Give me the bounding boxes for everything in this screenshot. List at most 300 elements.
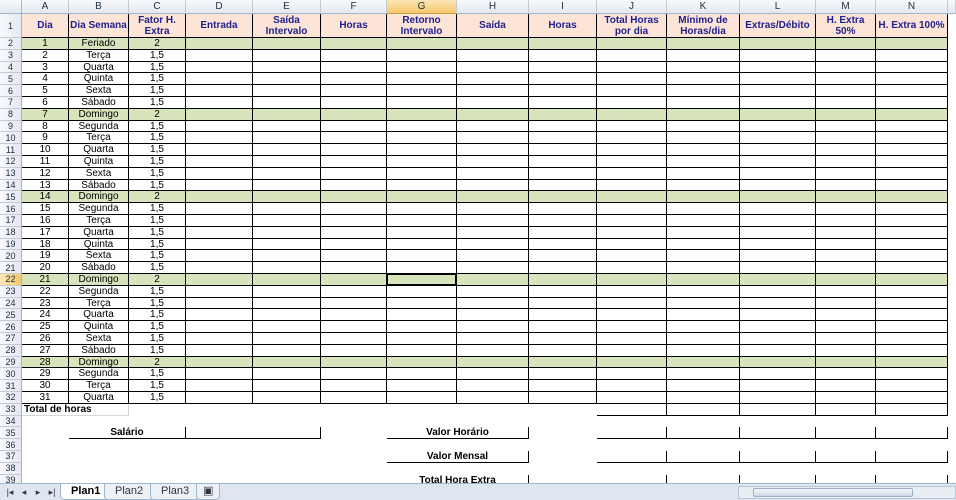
table-cell[interactable] bbox=[387, 85, 457, 97]
table-cell[interactable]: 1,5 bbox=[129, 62, 186, 74]
table-cell[interactable]: 20 bbox=[22, 262, 69, 274]
table-cell[interactable]: 19 bbox=[22, 250, 69, 262]
table-cell[interactable] bbox=[667, 239, 740, 251]
table-cell[interactable] bbox=[321, 333, 387, 345]
table-cell[interactable] bbox=[457, 380, 529, 392]
table-cell[interactable] bbox=[740, 368, 816, 380]
table-cell[interactable] bbox=[597, 380, 667, 392]
table-cell[interactable]: 13 bbox=[22, 180, 69, 192]
table-cell[interactable] bbox=[457, 121, 529, 133]
table-cell[interactable] bbox=[186, 321, 253, 333]
table-cell[interactable] bbox=[876, 85, 948, 97]
table-cell[interactable] bbox=[740, 62, 816, 74]
table-cell[interactable]: 2 bbox=[129, 274, 186, 286]
table-cell[interactable]: 1,5 bbox=[129, 309, 186, 321]
column-header-k[interactable]: K bbox=[667, 0, 740, 14]
valor-horario-value[interactable] bbox=[876, 427, 948, 439]
table-cell[interactable]: 1,5 bbox=[129, 380, 186, 392]
table-cell[interactable] bbox=[186, 368, 253, 380]
table-cell[interactable] bbox=[321, 298, 387, 310]
table-cell[interactable] bbox=[321, 50, 387, 62]
table-cell[interactable] bbox=[253, 368, 321, 380]
row-header-10[interactable]: 10 bbox=[0, 132, 22, 144]
table-cell[interactable] bbox=[457, 50, 529, 62]
row-header-14[interactable]: 14 bbox=[0, 180, 22, 192]
table-cell[interactable] bbox=[457, 357, 529, 369]
table-cell[interactable] bbox=[597, 109, 667, 121]
valor-mensal-value[interactable] bbox=[816, 451, 876, 463]
header-cell-i[interactable]: Horas bbox=[529, 14, 597, 38]
total-hours-cell[interactable] bbox=[597, 404, 667, 416]
table-cell[interactable] bbox=[457, 215, 529, 227]
table-cell[interactable] bbox=[253, 380, 321, 392]
table-cell[interactable] bbox=[253, 85, 321, 97]
table-cell[interactable] bbox=[667, 345, 740, 357]
header-cell-g[interactable]: Retorno Intervalo bbox=[387, 14, 457, 38]
table-cell[interactable] bbox=[876, 156, 948, 168]
table-cell[interactable] bbox=[597, 321, 667, 333]
table-cell[interactable] bbox=[387, 227, 457, 239]
table-cell[interactable] bbox=[529, 345, 597, 357]
table-cell[interactable] bbox=[321, 109, 387, 121]
salario-value[interactable] bbox=[186, 427, 321, 439]
table-cell[interactable] bbox=[457, 203, 529, 215]
table-cell[interactable] bbox=[667, 156, 740, 168]
sheet-tab-plan3[interactable]: Plan3 bbox=[150, 484, 200, 500]
table-cell[interactable] bbox=[387, 73, 457, 85]
table-cell[interactable] bbox=[876, 309, 948, 321]
table-cell[interactable] bbox=[529, 180, 597, 192]
table-cell[interactable] bbox=[321, 262, 387, 274]
row-header-34[interactable]: 34 bbox=[0, 416, 22, 428]
total-hora-extra-value[interactable] bbox=[740, 475, 816, 483]
table-cell[interactable] bbox=[597, 203, 667, 215]
row-header-36[interactable]: 36 bbox=[0, 439, 22, 451]
table-cell[interactable] bbox=[816, 50, 876, 62]
table-cell[interactable] bbox=[457, 333, 529, 345]
scroll-thumb[interactable] bbox=[753, 488, 913, 497]
column-header-g[interactable]: G bbox=[387, 0, 457, 14]
table-cell[interactable]: 1,5 bbox=[129, 180, 186, 192]
table-cell[interactable] bbox=[387, 239, 457, 251]
table-cell[interactable] bbox=[321, 85, 387, 97]
table-cell[interactable] bbox=[876, 73, 948, 85]
row-header-35[interactable]: 35 bbox=[0, 427, 22, 439]
table-cell[interactable] bbox=[186, 97, 253, 109]
table-cell[interactable] bbox=[253, 180, 321, 192]
table-cell[interactable] bbox=[816, 156, 876, 168]
table-cell[interactable] bbox=[667, 191, 740, 203]
table-cell[interactable] bbox=[457, 392, 529, 404]
table-cell[interactable] bbox=[816, 309, 876, 321]
table-cell[interactable]: 5 bbox=[22, 85, 69, 97]
table-cell[interactable]: 2 bbox=[129, 357, 186, 369]
row-header-9[interactable]: 9 bbox=[0, 121, 22, 133]
table-cell[interactable] bbox=[529, 38, 597, 50]
table-cell[interactable] bbox=[186, 168, 253, 180]
row-header-33[interactable]: 33 bbox=[0, 404, 22, 416]
table-cell[interactable] bbox=[667, 62, 740, 74]
table-cell[interactable] bbox=[816, 368, 876, 380]
table-cell[interactable] bbox=[529, 97, 597, 109]
table-cell[interactable] bbox=[186, 73, 253, 85]
table-cell[interactable] bbox=[876, 50, 948, 62]
table-cell[interactable] bbox=[597, 156, 667, 168]
next-sheet-icon[interactable]: ▸ bbox=[35, 487, 41, 497]
table-cell[interactable] bbox=[597, 144, 667, 156]
table-cell[interactable] bbox=[457, 239, 529, 251]
row-header-30[interactable]: 30 bbox=[0, 368, 22, 380]
table-cell[interactable] bbox=[387, 286, 457, 298]
table-cell[interactable] bbox=[529, 239, 597, 251]
table-cell[interactable] bbox=[387, 38, 457, 50]
table-cell[interactable] bbox=[457, 368, 529, 380]
table-cell[interactable] bbox=[321, 309, 387, 321]
table-cell[interactable]: 10 bbox=[22, 144, 69, 156]
table-cell[interactable] bbox=[816, 298, 876, 310]
table-cell[interactable] bbox=[387, 368, 457, 380]
table-cell[interactable] bbox=[597, 132, 667, 144]
table-cell[interactable] bbox=[529, 132, 597, 144]
table-cell[interactable] bbox=[457, 250, 529, 262]
table-cell[interactable]: 1,5 bbox=[129, 50, 186, 62]
table-cell[interactable] bbox=[876, 321, 948, 333]
table-cell[interactable] bbox=[816, 262, 876, 274]
table-cell[interactable]: Sexta bbox=[69, 168, 129, 180]
table-cell[interactable] bbox=[876, 168, 948, 180]
table-cell[interactable] bbox=[457, 286, 529, 298]
table-cell[interactable] bbox=[186, 286, 253, 298]
table-cell[interactable] bbox=[387, 380, 457, 392]
table-cell[interactable]: 21 bbox=[22, 274, 69, 286]
table-cell[interactable] bbox=[876, 250, 948, 262]
table-cell[interactable] bbox=[816, 321, 876, 333]
row-header-37[interactable]: 37 bbox=[0, 451, 22, 463]
table-cell[interactable] bbox=[876, 274, 948, 286]
total-hora-extra-value[interactable] bbox=[667, 475, 740, 483]
row-header-16[interactable]: 16 bbox=[0, 203, 22, 215]
table-cell[interactable] bbox=[816, 239, 876, 251]
table-cell[interactable]: 1,5 bbox=[129, 203, 186, 215]
table-cell[interactable] bbox=[387, 62, 457, 74]
table-cell[interactable] bbox=[457, 97, 529, 109]
valor-mensal-value[interactable] bbox=[597, 451, 667, 463]
table-cell[interactable] bbox=[186, 62, 253, 74]
table-cell[interactable] bbox=[529, 286, 597, 298]
table-cell[interactable] bbox=[457, 38, 529, 50]
table-cell[interactable] bbox=[816, 286, 876, 298]
table-cell[interactable] bbox=[740, 309, 816, 321]
table-cell[interactable]: 25 bbox=[22, 321, 69, 333]
table-cell[interactable] bbox=[253, 286, 321, 298]
table-cell[interactable]: 11 bbox=[22, 156, 69, 168]
row-header-25[interactable]: 25 bbox=[0, 309, 22, 321]
table-cell[interactable] bbox=[740, 392, 816, 404]
table-cell[interactable] bbox=[387, 203, 457, 215]
table-cell[interactable] bbox=[321, 286, 387, 298]
row-header-17[interactable]: 17 bbox=[0, 215, 22, 227]
table-cell[interactable] bbox=[321, 392, 387, 404]
table-cell[interactable] bbox=[253, 62, 321, 74]
table-cell[interactable] bbox=[253, 357, 321, 369]
table-cell[interactable]: 1,5 bbox=[129, 215, 186, 227]
table-cell[interactable]: 4 bbox=[22, 73, 69, 85]
table-cell[interactable] bbox=[321, 345, 387, 357]
table-cell[interactable]: 16 bbox=[22, 215, 69, 227]
table-cell[interactable] bbox=[876, 239, 948, 251]
header-cell-d[interactable]: Entrada bbox=[186, 14, 253, 38]
table-cell[interactable] bbox=[186, 274, 253, 286]
table-cell[interactable] bbox=[740, 109, 816, 121]
table-cell[interactable] bbox=[816, 250, 876, 262]
header-cell-l[interactable]: Extras/Débito bbox=[740, 14, 816, 38]
table-cell[interactable]: 1,5 bbox=[129, 321, 186, 333]
table-cell[interactable] bbox=[387, 250, 457, 262]
total-hora-extra-value[interactable] bbox=[816, 475, 876, 483]
table-cell[interactable]: 15 bbox=[22, 203, 69, 215]
table-cell[interactable] bbox=[186, 144, 253, 156]
table-cell[interactable] bbox=[387, 121, 457, 133]
table-cell[interactable]: 31 bbox=[22, 392, 69, 404]
table-cell[interactable] bbox=[253, 333, 321, 345]
table-cell[interactable] bbox=[457, 345, 529, 357]
table-cell[interactable]: 2 bbox=[129, 109, 186, 121]
table-cell[interactable] bbox=[740, 380, 816, 392]
table-cell[interactable] bbox=[457, 321, 529, 333]
row-header-29[interactable]: 29 bbox=[0, 357, 22, 369]
sheet-tab-plan1[interactable]: Plan1 bbox=[60, 484, 111, 500]
table-cell[interactable] bbox=[457, 227, 529, 239]
table-cell[interactable] bbox=[740, 298, 816, 310]
table-cell[interactable] bbox=[186, 239, 253, 251]
table-cell[interactable] bbox=[667, 97, 740, 109]
header-cell-h[interactable]: Saída bbox=[457, 14, 529, 38]
table-cell[interactable]: 12 bbox=[22, 168, 69, 180]
table-cell[interactable] bbox=[816, 274, 876, 286]
table-cell[interactable] bbox=[816, 144, 876, 156]
table-cell[interactable]: 1,5 bbox=[129, 73, 186, 85]
table-cell[interactable]: Quinta bbox=[69, 73, 129, 85]
table-cell[interactable] bbox=[529, 368, 597, 380]
row-header-2[interactable]: 2 bbox=[0, 38, 22, 50]
table-cell[interactable] bbox=[876, 97, 948, 109]
table-cell[interactable] bbox=[321, 239, 387, 251]
table-cell[interactable] bbox=[253, 274, 321, 286]
table-cell[interactable] bbox=[529, 85, 597, 97]
table-cell[interactable] bbox=[740, 38, 816, 50]
table-cell[interactable] bbox=[816, 73, 876, 85]
row-header-4[interactable]: 4 bbox=[0, 62, 22, 74]
valor-horario-value[interactable] bbox=[667, 427, 740, 439]
table-cell[interactable] bbox=[597, 121, 667, 133]
table-cell[interactable]: Terça bbox=[69, 298, 129, 310]
table-cell[interactable] bbox=[387, 50, 457, 62]
row-header-19[interactable]: 19 bbox=[0, 239, 22, 251]
table-cell[interactable] bbox=[186, 345, 253, 357]
row-header-5[interactable]: 5 bbox=[0, 73, 22, 85]
row-header-6[interactable]: 6 bbox=[0, 85, 22, 97]
table-cell[interactable]: Terça bbox=[69, 132, 129, 144]
row-header-3[interactable]: 3 bbox=[0, 50, 22, 62]
table-cell[interactable] bbox=[387, 132, 457, 144]
column-header-d[interactable]: D bbox=[186, 0, 253, 14]
table-cell[interactable]: 1,5 bbox=[129, 132, 186, 144]
table-cell[interactable] bbox=[597, 73, 667, 85]
column-header-n[interactable]: N bbox=[876, 0, 948, 14]
table-cell[interactable] bbox=[597, 262, 667, 274]
row-header-23[interactable]: 23 bbox=[0, 286, 22, 298]
table-cell[interactable] bbox=[186, 85, 253, 97]
table-cell[interactable] bbox=[740, 121, 816, 133]
table-cell[interactable] bbox=[597, 239, 667, 251]
table-cell[interactable]: Quarta bbox=[69, 62, 129, 74]
table-cell[interactable] bbox=[186, 132, 253, 144]
table-cell[interactable] bbox=[529, 380, 597, 392]
table-cell[interactable] bbox=[321, 250, 387, 262]
table-cell[interactable] bbox=[667, 309, 740, 321]
table-cell[interactable] bbox=[457, 262, 529, 274]
table-cell[interactable] bbox=[253, 191, 321, 203]
table-cell[interactable] bbox=[876, 191, 948, 203]
table-cell[interactable] bbox=[597, 274, 667, 286]
table-cell[interactable] bbox=[321, 274, 387, 286]
table-cell[interactable] bbox=[876, 121, 948, 133]
table-cell[interactable]: 1,5 bbox=[129, 250, 186, 262]
table-cell[interactable] bbox=[457, 109, 529, 121]
active-cell-selection[interactable] bbox=[386, 273, 457, 286]
table-cell[interactable] bbox=[740, 250, 816, 262]
prev-sheet-icon[interactable]: ◂ bbox=[21, 487, 27, 497]
table-cell[interactable] bbox=[529, 50, 597, 62]
table-cell[interactable] bbox=[186, 357, 253, 369]
table-cell[interactable] bbox=[321, 121, 387, 133]
table-cell[interactable]: Segunda bbox=[69, 203, 129, 215]
table-cell[interactable] bbox=[186, 309, 253, 321]
table-cell[interactable]: Sexta bbox=[69, 333, 129, 345]
table-cell[interactable] bbox=[321, 368, 387, 380]
row-header-24[interactable]: 24 bbox=[0, 298, 22, 310]
table-cell[interactable]: 2 bbox=[129, 38, 186, 50]
total-hours-cell[interactable] bbox=[876, 404, 948, 416]
table-cell[interactable] bbox=[876, 333, 948, 345]
table-cell[interactable] bbox=[321, 62, 387, 74]
table-cell[interactable] bbox=[816, 203, 876, 215]
table-cell[interactable] bbox=[816, 38, 876, 50]
table-cell[interactable]: 27 bbox=[22, 345, 69, 357]
table-cell[interactable] bbox=[253, 250, 321, 262]
table-cell[interactable] bbox=[253, 121, 321, 133]
table-cell[interactable] bbox=[387, 180, 457, 192]
table-cell[interactable] bbox=[529, 262, 597, 274]
table-cell[interactable] bbox=[186, 180, 253, 192]
table-cell[interactable] bbox=[597, 62, 667, 74]
table-cell[interactable] bbox=[667, 121, 740, 133]
table-cell[interactable] bbox=[186, 262, 253, 274]
table-cell[interactable] bbox=[876, 132, 948, 144]
table-cell[interactable] bbox=[321, 168, 387, 180]
total-hours-cell[interactable] bbox=[740, 404, 816, 416]
row-header-8[interactable]: 8 bbox=[0, 109, 22, 121]
table-cell[interactable] bbox=[457, 298, 529, 310]
total-hours-cell[interactable] bbox=[667, 404, 740, 416]
last-sheet-icon[interactable]: ▸| bbox=[48, 487, 56, 497]
table-cell[interactable] bbox=[816, 121, 876, 133]
table-cell[interactable]: Quarta bbox=[69, 309, 129, 321]
header-cell-c[interactable]: Fator H. Extra bbox=[129, 14, 186, 38]
table-cell[interactable] bbox=[667, 286, 740, 298]
table-cell[interactable] bbox=[387, 168, 457, 180]
table-cell[interactable] bbox=[740, 345, 816, 357]
table-cell[interactable] bbox=[529, 392, 597, 404]
table-cell[interactable] bbox=[740, 357, 816, 369]
table-cell[interactable] bbox=[876, 144, 948, 156]
table-cell[interactable] bbox=[387, 215, 457, 227]
table-cell[interactable] bbox=[876, 203, 948, 215]
table-cell[interactable] bbox=[186, 156, 253, 168]
table-cell[interactable] bbox=[529, 321, 597, 333]
table-cell[interactable] bbox=[457, 180, 529, 192]
table-cell[interactable] bbox=[667, 333, 740, 345]
table-cell[interactable]: 1,5 bbox=[129, 286, 186, 298]
table-cell[interactable] bbox=[529, 357, 597, 369]
table-cell[interactable]: 22 bbox=[22, 286, 69, 298]
valor-horario-value[interactable] bbox=[597, 427, 667, 439]
table-cell[interactable] bbox=[387, 357, 457, 369]
table-cell[interactable] bbox=[387, 333, 457, 345]
table-cell[interactable] bbox=[253, 38, 321, 50]
table-cell[interactable] bbox=[253, 203, 321, 215]
table-cell[interactable] bbox=[667, 250, 740, 262]
table-cell[interactable]: Feriado bbox=[69, 38, 129, 50]
table-cell[interactable] bbox=[253, 392, 321, 404]
table-cell[interactable] bbox=[597, 215, 667, 227]
table-cell[interactable]: 1,5 bbox=[129, 368, 186, 380]
header-cell-b[interactable]: Dia Semana bbox=[69, 14, 129, 38]
table-cell[interactable] bbox=[597, 357, 667, 369]
table-cell[interactable] bbox=[321, 97, 387, 109]
table-cell[interactable] bbox=[387, 321, 457, 333]
table-cell[interactable]: Terça bbox=[69, 215, 129, 227]
table-cell[interactable]: Segunda bbox=[69, 286, 129, 298]
table-cell[interactable] bbox=[253, 345, 321, 357]
table-cell[interactable] bbox=[321, 156, 387, 168]
row-header-32[interactable]: 32 bbox=[0, 392, 22, 404]
column-header-i[interactable]: I bbox=[529, 0, 597, 14]
table-cell[interactable] bbox=[667, 180, 740, 192]
column-header-l[interactable]: L bbox=[740, 0, 816, 14]
table-cell[interactable] bbox=[740, 97, 816, 109]
table-cell[interactable] bbox=[667, 392, 740, 404]
table-cell[interactable] bbox=[253, 239, 321, 251]
table-cell[interactable] bbox=[529, 274, 597, 286]
table-cell[interactable] bbox=[876, 345, 948, 357]
table-cell[interactable] bbox=[321, 215, 387, 227]
table-cell[interactable] bbox=[740, 333, 816, 345]
table-cell[interactable] bbox=[816, 180, 876, 192]
table-cell[interactable] bbox=[321, 357, 387, 369]
table-cell[interactable] bbox=[740, 227, 816, 239]
table-cell[interactable] bbox=[529, 144, 597, 156]
table-cell[interactable] bbox=[876, 227, 948, 239]
table-cell[interactable]: 1,5 bbox=[129, 333, 186, 345]
column-header-j[interactable]: J bbox=[597, 0, 667, 14]
table-cell[interactable] bbox=[740, 50, 816, 62]
table-cell[interactable] bbox=[186, 50, 253, 62]
table-cell[interactable] bbox=[186, 298, 253, 310]
table-cell[interactable]: 9 bbox=[22, 132, 69, 144]
column-header-f[interactable]: F bbox=[321, 0, 387, 14]
table-cell[interactable]: 1 bbox=[22, 38, 69, 50]
